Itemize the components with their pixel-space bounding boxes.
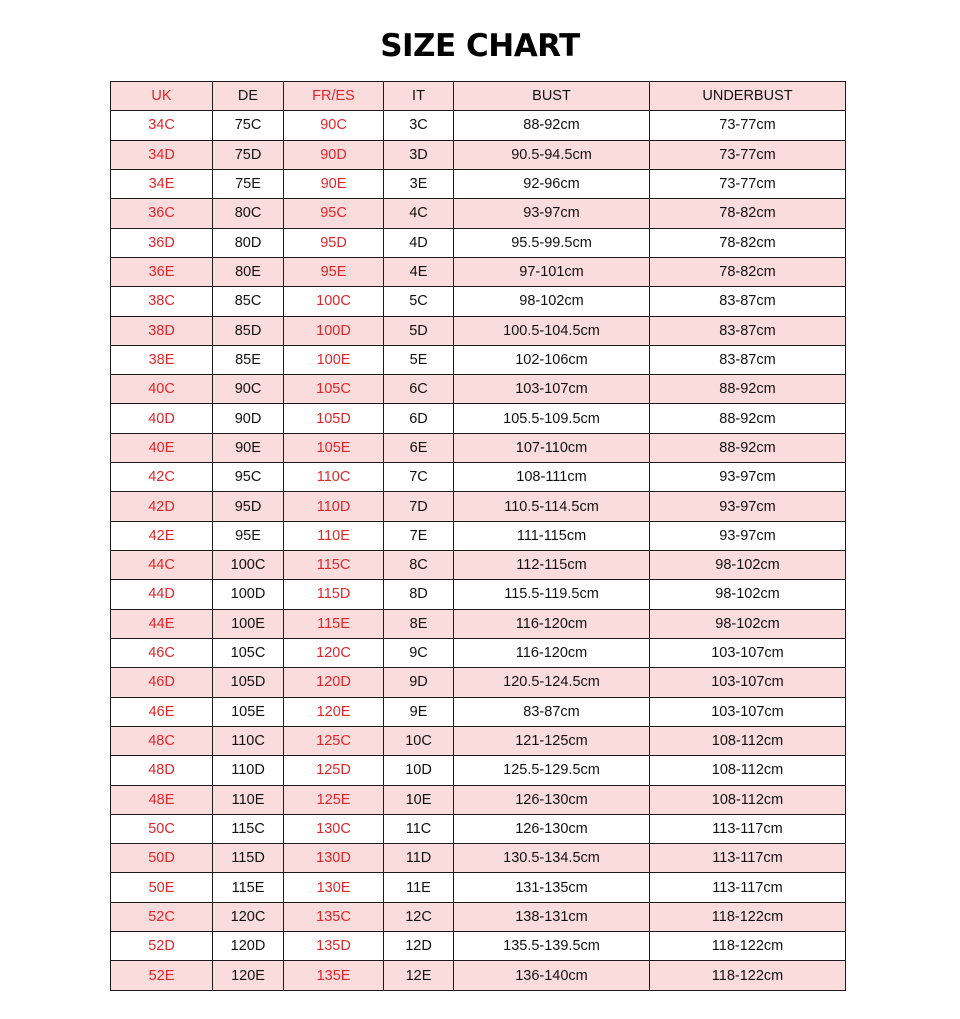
table-row	[111, 404, 846, 433]
cell-underbust: 113-117cm	[650, 844, 846, 873]
cell-underbust: 93-97cm	[650, 521, 846, 550]
cell-it: 8C	[384, 551, 454, 580]
table-body	[111, 111, 846, 990]
cell-bust: 130.5-134.5cm	[454, 844, 650, 873]
cell-fr-es: 130C	[284, 814, 384, 843]
cell-it: 10C	[384, 726, 454, 755]
cell-underbust: 88-92cm	[650, 375, 846, 404]
table-row	[111, 814, 846, 843]
cell-it: 9D	[384, 668, 454, 697]
cell-uk: 46D	[111, 668, 213, 697]
cell-uk: 36D	[111, 228, 213, 257]
cell-fr-es: 95C	[284, 199, 384, 228]
cell-uk: 40C	[111, 375, 213, 404]
table-row	[111, 111, 846, 140]
cell-it: 8E	[384, 609, 454, 638]
cell-it: 10E	[384, 785, 454, 814]
cell-bust: 136-140cm	[454, 961, 650, 990]
cell-underbust: 108-112cm	[650, 785, 846, 814]
table-row	[111, 199, 846, 228]
table-row	[111, 961, 846, 990]
cell-underbust: 98-102cm	[650, 580, 846, 609]
cell-it: 10D	[384, 756, 454, 785]
cell-bust: 121-125cm	[454, 726, 650, 755]
cell-underbust: 103-107cm	[650, 668, 846, 697]
cell-de: 85D	[213, 316, 284, 345]
cell-underbust: 113-117cm	[650, 814, 846, 843]
cell-de: 115D	[213, 844, 284, 873]
cell-bust: 125.5-129.5cm	[454, 756, 650, 785]
cell-fr-es: 100C	[284, 287, 384, 316]
cell-de: 75D	[213, 140, 284, 169]
cell-underbust: 113-117cm	[650, 873, 846, 902]
cell-de: 80E	[213, 257, 284, 286]
table-row	[111, 756, 846, 785]
table-row	[111, 433, 846, 462]
cell-uk: 50E	[111, 873, 213, 902]
cell-bust: 116-120cm	[454, 609, 650, 638]
table-row	[111, 932, 846, 961]
cell-de: 90E	[213, 433, 284, 462]
cell-bust: 107-110cm	[454, 433, 650, 462]
cell-it: 3D	[384, 140, 454, 169]
cell-bust: 120.5-124.5cm	[454, 668, 650, 697]
header-de: DE	[213, 82, 284, 111]
cell-uk: 34E	[111, 169, 213, 198]
cell-underbust: 78-82cm	[650, 257, 846, 286]
cell-uk: 38E	[111, 345, 213, 374]
cell-fr-es: 90C	[284, 111, 384, 140]
cell-bust: 126-130cm	[454, 814, 650, 843]
cell-bust: 110.5-114.5cm	[454, 492, 650, 521]
cell-de: 95C	[213, 463, 284, 492]
cell-underbust: 93-97cm	[650, 463, 846, 492]
cell-it: 11D	[384, 844, 454, 873]
cell-fr-es: 95E	[284, 257, 384, 286]
cell-de: 115E	[213, 873, 284, 902]
cell-uk: 36E	[111, 257, 213, 286]
cell-de: 120C	[213, 902, 284, 931]
table-row	[111, 228, 846, 257]
cell-underbust: 103-107cm	[650, 697, 846, 726]
cell-bust: 111-115cm	[454, 521, 650, 550]
cell-underbust: 73-77cm	[650, 140, 846, 169]
cell-underbust: 78-82cm	[650, 199, 846, 228]
table-row	[111, 463, 846, 492]
cell-bust: 115.5-119.5cm	[454, 580, 650, 609]
cell-de: 90C	[213, 375, 284, 404]
cell-fr-es: 110D	[284, 492, 384, 521]
cell-underbust: 118-122cm	[650, 961, 846, 990]
cell-bust: 126-130cm	[454, 785, 650, 814]
cell-fr-es: 90D	[284, 140, 384, 169]
cell-bust: 83-87cm	[454, 697, 650, 726]
cell-underbust: 118-122cm	[650, 902, 846, 931]
cell-uk: 52E	[111, 961, 213, 990]
cell-uk: 46C	[111, 638, 213, 667]
cell-fr-es: 125E	[284, 785, 384, 814]
cell-bust: 116-120cm	[454, 638, 650, 667]
cell-de: 100C	[213, 551, 284, 580]
table-row	[111, 345, 846, 374]
cell-it: 7E	[384, 521, 454, 550]
table-row	[111, 551, 846, 580]
cell-fr-es: 125C	[284, 726, 384, 755]
cell-de: 115C	[213, 814, 284, 843]
cell-it: 3E	[384, 169, 454, 198]
cell-fr-es: 115E	[284, 609, 384, 638]
table-row	[111, 140, 846, 169]
table-row	[111, 697, 846, 726]
cell-underbust: 118-122cm	[650, 932, 846, 961]
cell-fr-es: 125D	[284, 756, 384, 785]
cell-bust: 92-96cm	[454, 169, 650, 198]
cell-fr-es: 110E	[284, 521, 384, 550]
cell-fr-es: 90E	[284, 169, 384, 198]
cell-uk: 44C	[111, 551, 213, 580]
table-row	[111, 873, 846, 902]
table-row	[111, 492, 846, 521]
header-bust: BUST	[454, 82, 650, 111]
table-row	[111, 726, 846, 755]
cell-underbust: 78-82cm	[650, 228, 846, 257]
cell-bust: 95.5-99.5cm	[454, 228, 650, 257]
cell-uk: 40E	[111, 433, 213, 462]
cell-fr-es: 135C	[284, 902, 384, 931]
page-title: SIZE CHART	[380, 28, 580, 64]
cell-uk: 42D	[111, 492, 213, 521]
cell-de: 85E	[213, 345, 284, 374]
cell-it: 9E	[384, 697, 454, 726]
table-row	[111, 375, 846, 404]
cell-underbust: 83-87cm	[650, 316, 846, 345]
cell-fr-es: 120C	[284, 638, 384, 667]
cell-de: 95E	[213, 521, 284, 550]
cell-it: 11C	[384, 814, 454, 843]
cell-de: 95D	[213, 492, 284, 521]
cell-bust: 112-115cm	[454, 551, 650, 580]
cell-underbust: 108-112cm	[650, 726, 846, 755]
cell-de: 80C	[213, 199, 284, 228]
cell-bust: 100.5-104.5cm	[454, 316, 650, 345]
cell-fr-es: 105C	[284, 375, 384, 404]
table-row	[111, 521, 846, 550]
table-row	[111, 785, 846, 814]
cell-de: 105E	[213, 697, 284, 726]
cell-de: 75E	[213, 169, 284, 198]
cell-it: 8D	[384, 580, 454, 609]
cell-underbust: 88-92cm	[650, 404, 846, 433]
cell-it: 6D	[384, 404, 454, 433]
cell-fr-es: 100E	[284, 345, 384, 374]
cell-de: 80D	[213, 228, 284, 257]
cell-uk: 48D	[111, 756, 213, 785]
cell-bust: 102-106cm	[454, 345, 650, 374]
cell-de: 110D	[213, 756, 284, 785]
table-row	[111, 169, 846, 198]
cell-bust: 135.5-139.5cm	[454, 932, 650, 961]
table-row	[111, 638, 846, 667]
cell-bust: 97-101cm	[454, 257, 650, 286]
cell-de: 90D	[213, 404, 284, 433]
cell-it: 3C	[384, 111, 454, 140]
cell-bust: 103-107cm	[454, 375, 650, 404]
cell-de: 85C	[213, 287, 284, 316]
cell-fr-es: 110C	[284, 463, 384, 492]
cell-fr-es: 130E	[284, 873, 384, 902]
table-row	[111, 257, 846, 286]
cell-de: 110E	[213, 785, 284, 814]
cell-de: 100E	[213, 609, 284, 638]
cell-de: 120D	[213, 932, 284, 961]
cell-uk: 52C	[111, 902, 213, 931]
cell-it: 4D	[384, 228, 454, 257]
cell-bust: 90.5-94.5cm	[454, 140, 650, 169]
cell-uk: 46E	[111, 697, 213, 726]
cell-underbust: 98-102cm	[650, 551, 846, 580]
cell-underbust: 103-107cm	[650, 638, 846, 667]
cell-it: 5C	[384, 287, 454, 316]
cell-de: 105D	[213, 668, 284, 697]
cell-it: 11E	[384, 873, 454, 902]
header-underbust: UNDERBUST	[650, 82, 846, 111]
cell-bust: 131-135cm	[454, 873, 650, 902]
header-fr-es: FR/ES	[284, 82, 384, 111]
cell-it: 5E	[384, 345, 454, 374]
cell-uk: 42C	[111, 463, 213, 492]
cell-it: 7D	[384, 492, 454, 521]
table-row	[111, 902, 846, 931]
cell-fr-es: 95D	[284, 228, 384, 257]
cell-uk: 36C	[111, 199, 213, 228]
cell-bust: 93-97cm	[454, 199, 650, 228]
cell-uk: 42E	[111, 521, 213, 550]
cell-it: 9C	[384, 638, 454, 667]
table-header-row	[111, 82, 846, 111]
cell-bust: 108-111cm	[454, 463, 650, 492]
table-row	[111, 609, 846, 638]
cell-it: 12C	[384, 902, 454, 931]
cell-bust: 98-102cm	[454, 287, 650, 316]
cell-fr-es: 105D	[284, 404, 384, 433]
table-row	[111, 316, 846, 345]
cell-fr-es: 120E	[284, 697, 384, 726]
cell-de: 100D	[213, 580, 284, 609]
cell-uk: 34C	[111, 111, 213, 140]
cell-uk: 48C	[111, 726, 213, 755]
cell-it: 6E	[384, 433, 454, 462]
cell-bust: 88-92cm	[454, 111, 650, 140]
cell-bust: 105.5-109.5cm	[454, 404, 650, 433]
header-uk: UK	[111, 82, 213, 111]
cell-underbust: 98-102cm	[650, 609, 846, 638]
cell-fr-es: 130D	[284, 844, 384, 873]
cell-it: 7C	[384, 463, 454, 492]
cell-underbust: 73-77cm	[650, 111, 846, 140]
cell-uk: 44E	[111, 609, 213, 638]
table-row	[111, 580, 846, 609]
size-chart-table	[110, 81, 846, 991]
header-it: IT	[384, 82, 454, 111]
cell-uk: 38D	[111, 316, 213, 345]
cell-it: 4C	[384, 199, 454, 228]
cell-fr-es: 135D	[284, 932, 384, 961]
cell-underbust: 88-92cm	[650, 433, 846, 462]
cell-fr-es: 135E	[284, 961, 384, 990]
cell-uk: 50C	[111, 814, 213, 843]
cell-de: 120E	[213, 961, 284, 990]
cell-fr-es: 115D	[284, 580, 384, 609]
cell-underbust: 73-77cm	[650, 169, 846, 198]
table-row	[111, 287, 846, 316]
cell-it: 12D	[384, 932, 454, 961]
cell-uk: 34D	[111, 140, 213, 169]
cell-fr-es: 115C	[284, 551, 384, 580]
cell-uk: 52D	[111, 932, 213, 961]
cell-underbust: 83-87cm	[650, 287, 846, 316]
cell-de: 105C	[213, 638, 284, 667]
cell-fr-es: 105E	[284, 433, 384, 462]
cell-it: 4E	[384, 257, 454, 286]
cell-underbust: 108-112cm	[650, 756, 846, 785]
table-row	[111, 844, 846, 873]
cell-bust: 138-131cm	[454, 902, 650, 931]
cell-de: 110C	[213, 726, 284, 755]
cell-underbust: 83-87cm	[650, 345, 846, 374]
cell-uk: 40D	[111, 404, 213, 433]
table-row	[111, 668, 846, 697]
cell-fr-es: 120D	[284, 668, 384, 697]
cell-uk: 48E	[111, 785, 213, 814]
cell-uk: 44D	[111, 580, 213, 609]
cell-it: 12E	[384, 961, 454, 990]
cell-underbust: 93-97cm	[650, 492, 846, 521]
cell-de: 75C	[213, 111, 284, 140]
cell-it: 6C	[384, 375, 454, 404]
cell-uk: 38C	[111, 287, 213, 316]
cell-fr-es: 100D	[284, 316, 384, 345]
cell-uk: 50D	[111, 844, 213, 873]
cell-it: 5D	[384, 316, 454, 345]
